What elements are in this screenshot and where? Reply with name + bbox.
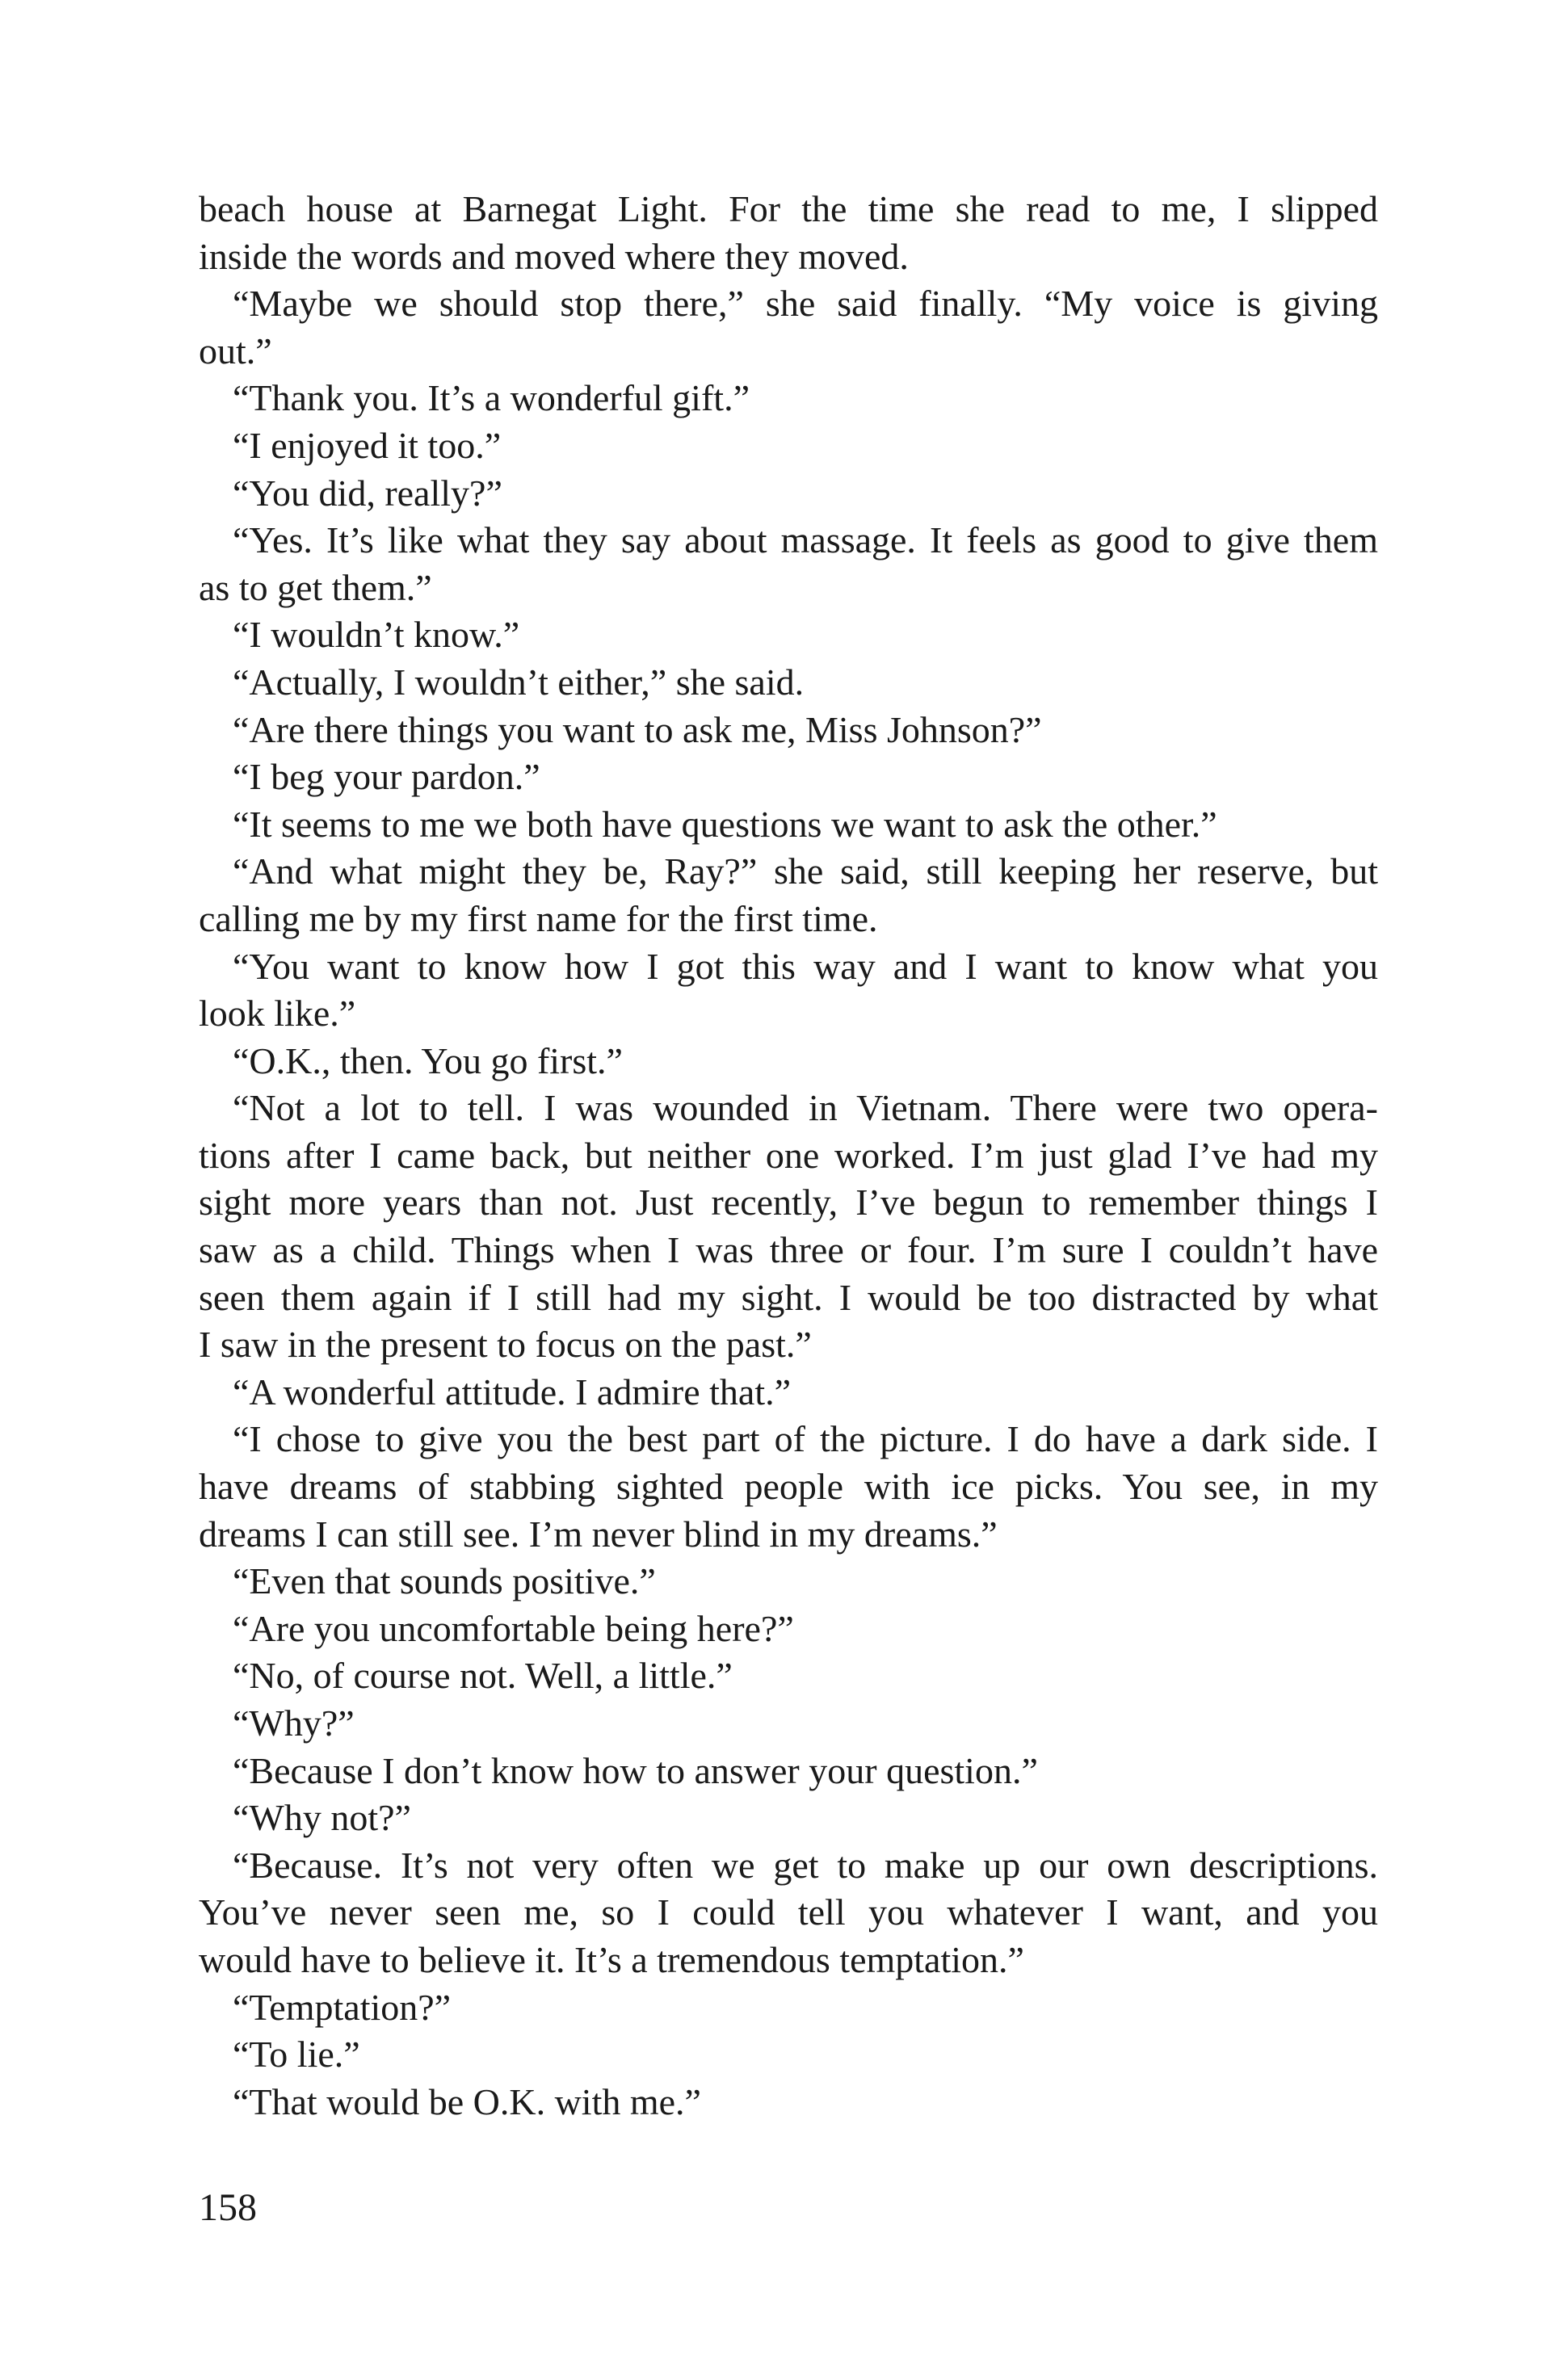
text-line: “Are you uncomfortable being here?” bbox=[233, 1607, 794, 1649]
text-line: “Because I don’t know how to answer your question.” bbox=[233, 1749, 1038, 1791]
text-line: seen them again if I still had my sight. I would be too distracted by what bbox=[199, 1276, 1378, 1318]
text-line: beach house at Barnegat Light. For the time she read to me, I slipped bbox=[199, 188, 1378, 229]
text-line: “Why?” bbox=[233, 1702, 355, 1744]
text-line: “Thank you. It’s a wonderful gift.” bbox=[233, 377, 750, 419]
text-line: “A wonderful attitude. I admire that.” bbox=[233, 1370, 792, 1412]
text-line: “You did, really?” bbox=[233, 472, 502, 514]
text-line: saw as a child. Things when I was three or four. I’m sure I couldn’t have bbox=[199, 1229, 1378, 1271]
text-line: “Not a lot to tell. I was wounded in Vietnam. There were two opera- bbox=[233, 1087, 1378, 1129]
text-line: as to get them.” bbox=[199, 566, 432, 608]
text-line: “I beg your pardon.” bbox=[233, 756, 540, 798]
text-line: “You want to know how I got this way and I want to know what you bbox=[233, 945, 1378, 987]
text-line: “O.K., then. You go first.” bbox=[233, 1039, 623, 1081]
text-line: “And what might they be, Ray?” she said, still keeping her reserve, but bbox=[233, 850, 1378, 892]
text-line: “Temptation?” bbox=[233, 1986, 452, 2028]
text-line: out.” bbox=[199, 330, 272, 371]
text-line: I saw in the present to focus on the past.” bbox=[199, 1324, 812, 1366]
text-line: “It seems to me we both have questions we want to ask the other.” bbox=[233, 803, 1217, 845]
text-line: look like.” bbox=[199, 993, 356, 1035]
text-line: “I wouldn’t know.” bbox=[233, 614, 520, 656]
text-line: inside the words and moved where they moved. bbox=[199, 235, 909, 277]
text-line: “I chose to give you the best part of the picture. I do have a dark side. I bbox=[233, 1418, 1378, 1460]
page-number: 158 bbox=[199, 2186, 257, 2229]
text-line: “Actually, I wouldn’t either,” she said. bbox=[233, 661, 805, 703]
text-line: “No, of course not. Well, a little.” bbox=[233, 1655, 733, 1697]
text-line: “Are there things you want to ask me, Miss Johnson?” bbox=[233, 708, 1042, 750]
text-line: tions after I came back, but neither one worked. I’m just glad I’ve had my bbox=[199, 1134, 1378, 1176]
text-line: would have to believe it. It’s a tremendous temptation.” bbox=[199, 1938, 1024, 1980]
text-line: “Even that sounds positive.” bbox=[233, 1560, 656, 1602]
text-line: “Maybe we should stop there,” she said finally. “My voice is giving bbox=[233, 283, 1378, 325]
text-line: “Why not?” bbox=[233, 1797, 411, 1839]
text-line: You’ve never seen me, so I could tell you whatever I want, and you bbox=[199, 1891, 1378, 1933]
text-line: sight more years than not. Just recently, I’ve begun to remember things I bbox=[199, 1182, 1378, 1224]
text-line: calling me by my first name for the first time. bbox=[199, 897, 878, 939]
body-text bbox=[199, 186, 1378, 2126]
text-line: “Because. It’s not very often we get to make up our own descriptions. bbox=[233, 1844, 1378, 1886]
text-line: “Yes. It’s like what they say about massage. It feels as good to give them bbox=[233, 519, 1378, 561]
text-line: “To lie.” bbox=[233, 2034, 360, 2076]
text-line: dreams I can still see. I’m never blind in my dreams.” bbox=[199, 1513, 998, 1555]
text-line: “That would be O.K. with me.” bbox=[233, 2080, 701, 2122]
text-line: have dreams of stabbing sighted people with ice picks. You see, in my bbox=[199, 1466, 1378, 1508]
text-line: “I enjoyed it too.” bbox=[233, 424, 502, 466]
